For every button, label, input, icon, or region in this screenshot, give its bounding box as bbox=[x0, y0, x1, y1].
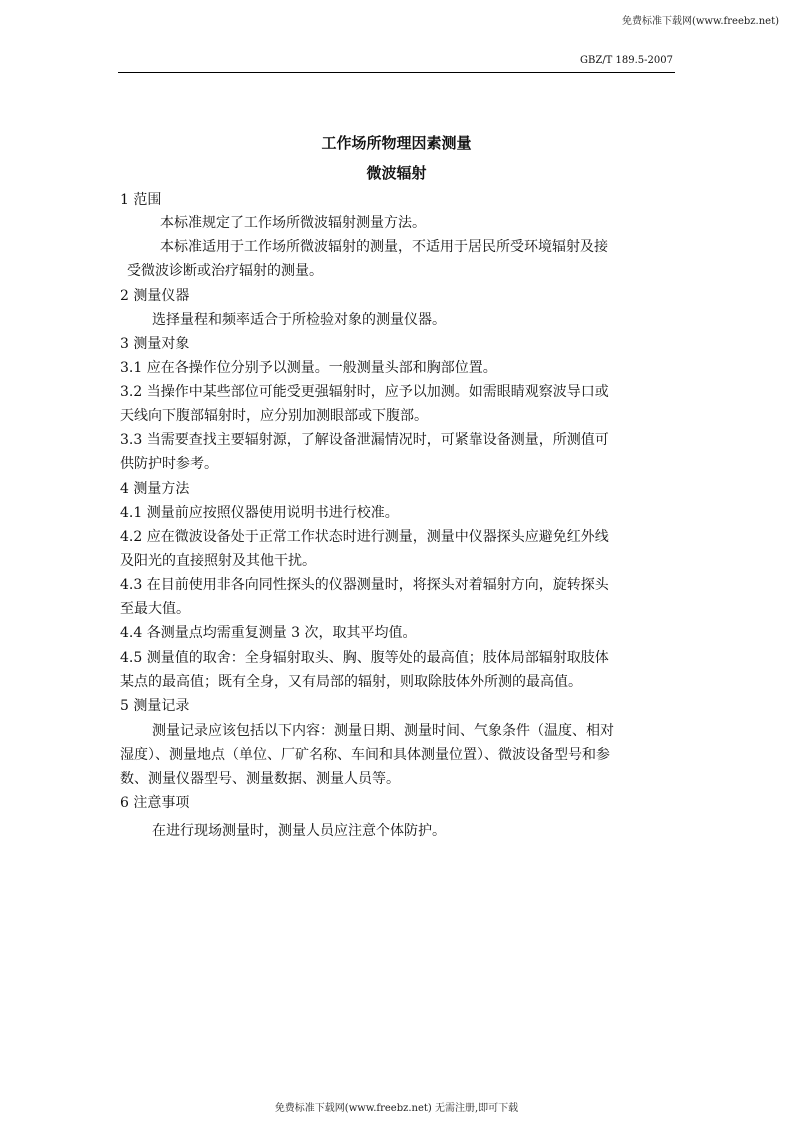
document-title: 工作场所物理因素测量 bbox=[321, 134, 472, 152]
section-heading: 1 范围 bbox=[120, 192, 162, 208]
paragraph-line: 3.3 当需要查找主要辐射源，了解设备泄漏情况时，可紧靠设备测量，所测值可 bbox=[120, 432, 609, 448]
paragraph-line: 及阳光的直接照射及其他干扰。 bbox=[120, 553, 316, 569]
paragraph-line: 在进行现场测量时，测量人员应注意个体防护。 bbox=[152, 823, 446, 839]
document-subtitle: 微波辐射 bbox=[366, 164, 427, 182]
section-heading: 4 测量方法 bbox=[120, 481, 190, 497]
section-heading: 3 测量对象 bbox=[120, 336, 190, 352]
paragraph-line: 3.2 当操作中某些部位可能受更强辐射时，应予以加测。如需眼睛观察波导口或 bbox=[120, 384, 609, 400]
paragraph-line: 4.4 各测量点均需重复测量 3 次，取其平均值。 bbox=[120, 625, 417, 641]
paragraph-line: 4.3 在目前使用非各向同性探头的仪器测量时，将探头对着辐射方向，旋转探头 bbox=[120, 577, 609, 593]
section-heading: 5 测量记录 bbox=[120, 698, 190, 714]
paragraph-line: 天线向下腹部辐射时，应分别加测眼部或下腹部。 bbox=[120, 408, 428, 424]
paragraph-line: 湿度）、测量地点（单位、厂矿名称、车间和具体测量位置）、微波设备型号和参 bbox=[120, 747, 610, 763]
section-heading: 2 测量仪器 bbox=[120, 288, 190, 304]
header-rule bbox=[118, 72, 675, 73]
paragraph-line: 受微波诊断或治疗辐射的测量。 bbox=[127, 263, 323, 279]
paragraph-line: 4.2 应在微波设备处于正常工作状态时进行测量，测量中仪器探头应避免红外线 bbox=[120, 529, 609, 545]
watermark-bottom: 免费标准下载网(www.freebz.net) 无需注册,即可下载 bbox=[274, 1103, 519, 1114]
paragraph-line: 某点的最高值；既有全身，又有局部的辐射，则取除肢体外所测的最高值。 bbox=[120, 674, 582, 690]
paragraph-line: 数、测量仪器型号、测量数据、测量人员等。 bbox=[120, 771, 400, 787]
paragraph-line: 选择量程和频率适合于所检验对象的测量仪器。 bbox=[152, 312, 446, 328]
watermark-top: 免费标准下载网(www.freebz.net) bbox=[621, 16, 779, 27]
paragraph-line: 本标准适用于工作场所微波辐射的测量，不适用于居民所受环境辐射及接 bbox=[160, 239, 608, 255]
paragraph-line: 4.1 测量前应按照仪器使用说明书进行校准。 bbox=[120, 505, 399, 521]
paragraph-line: 供防护时参考。 bbox=[120, 456, 218, 472]
paragraph-line: 至最大值。 bbox=[120, 601, 190, 617]
section-heading: 6 注意事项 bbox=[120, 795, 190, 811]
paragraph-line: 测量记录应该包括以下内容：测量日期、测量时间、气象条件（温度、相对 bbox=[152, 723, 614, 739]
paragraph-line: 3.1 应在各操作位分别予以测量。一般测量头部和胸部位置。 bbox=[120, 360, 497, 376]
standard-number: GBZ/T 189.5-2007 bbox=[580, 55, 673, 66]
paragraph-line: 4.5 测量值的取舍：全身辐射取头、胸、腹等处的最高值；肢体局部辐射取肢体 bbox=[120, 650, 609, 666]
paragraph-line: 本标准规定了工作场所微波辐射测量方法。 bbox=[160, 215, 426, 231]
